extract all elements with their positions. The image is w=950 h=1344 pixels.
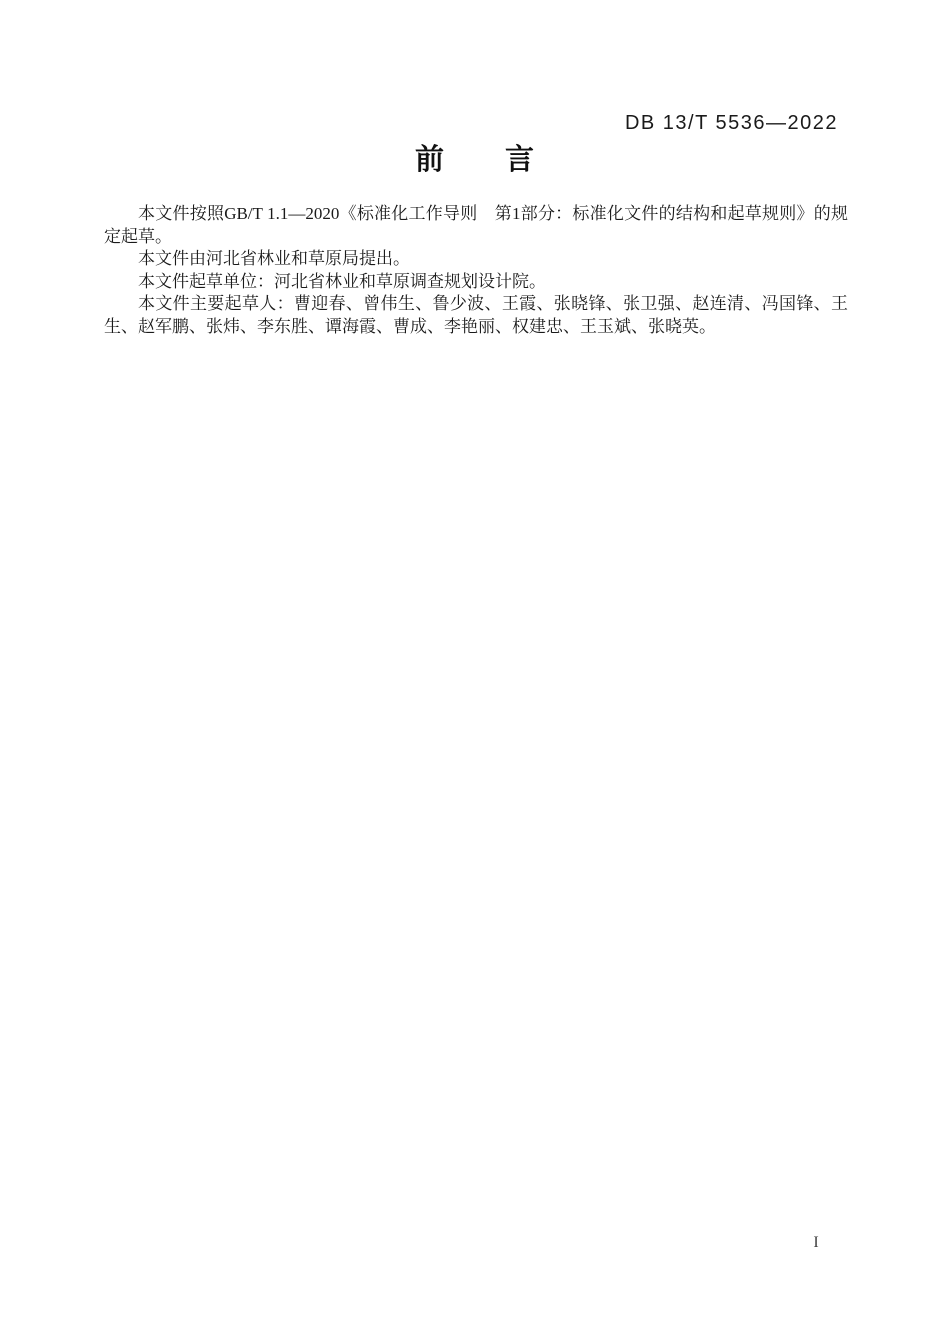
foreword-body: [104, 203, 848, 338]
paragraph-main-drafters: 本文件主要起草人：曹迎春、曾伟生、鲁少波、王霞、张晓锋、张卫强、赵连清、冯国锋、王生、赵军鹏、张炜、李东胜、谭海霞、曹成、李艳丽、权建忠、王玉斌、张晓英。: [104, 294, 848, 336]
paragraph-drafting-unit: 本文件起草单位：河北省林业和草原调查规划设计院。: [138, 271, 546, 291]
doc-code: DB 13/T 5536—2022: [624, 112, 838, 134]
paragraph-drafting-rules: 本文件按照GB/T 1.1—2020《标准化工作导则 第1部分：标准化文件的结构和起草规则》的规定起草。: [104, 204, 848, 246]
page-title: 前 言: [414, 144, 535, 176]
page-number: I: [813, 1234, 819, 1251]
paragraph-proposer: 本文件由河北省林业和草原局提出。: [138, 249, 410, 268]
